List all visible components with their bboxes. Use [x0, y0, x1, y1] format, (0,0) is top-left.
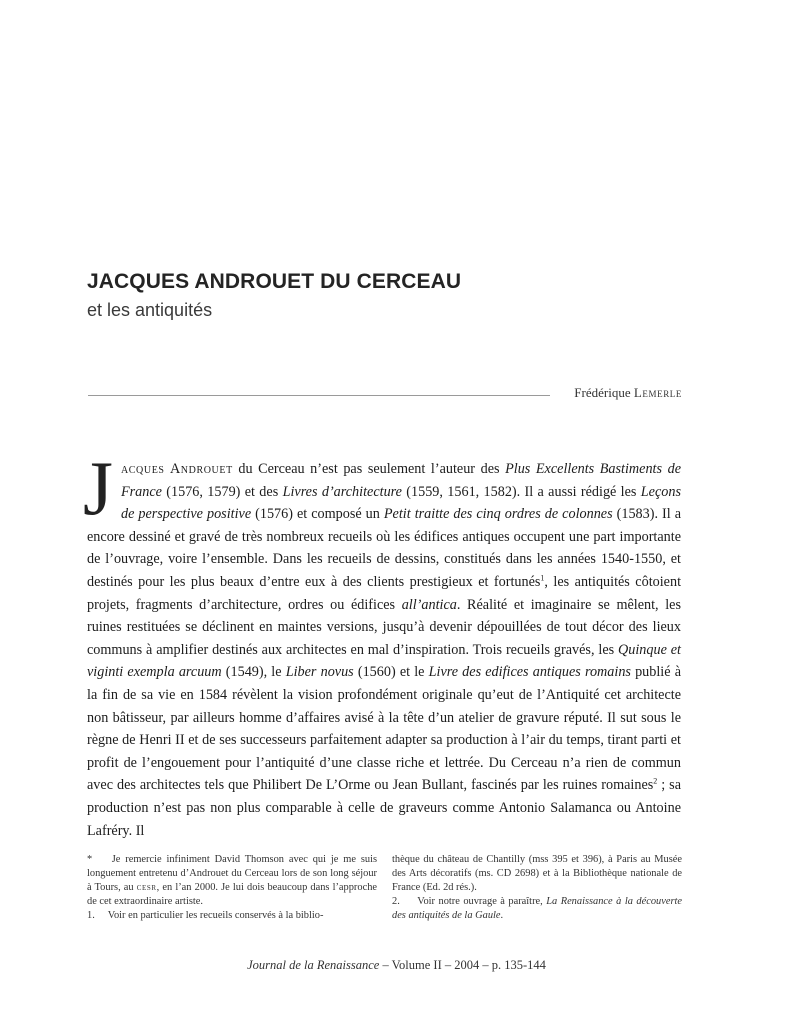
footnote-1 [87, 909, 377, 923]
footnote-ref-2[interactable]: 2 [653, 776, 658, 786]
body-text: ; sa production n’est pas non plus comparable à celle de graveurs comme Antonio Salamanca ou Antoine Lafréry. Il [87, 777, 681, 839]
author-name [574, 385, 682, 401]
work-title: Livre des edifices antiques romains [428, 664, 631, 681]
body-text: (1560) et le [353, 664, 429, 681]
footnote-star [87, 853, 377, 909]
footnote-text: . [500, 910, 504, 921]
footnote-2 [392, 895, 682, 923]
footnote-text: , en l’an 2000. Je lui dois beaucoup dans l’approche de cet extraordinaire artiste. [87, 882, 378, 907]
title-divider [88, 395, 550, 396]
body-text: publié à la fin de sa vie en 1584 révèlent la vision profondément originale qu’eut de l’Antiquité cet architecte non bâtisseur, par ailleurs homme d’affaires avisé à la tête d’un atelier de gravure réputé. Il sut sous le règne de Henri II et de ses successeurs parfaitement adapter sa production à l’air du temps, tirant parti et profit de l’engouement pour l’antiquité d’une classe riche et lettrée. Du Cerceau n’a rien de commun avec des architectes tels que Philibert De L’Orme ou Jean Bullant, fascinés par les ruines romaines [87, 664, 681, 794]
author-last-name: Lemerle [633, 385, 682, 400]
work-title: Liber novus [285, 664, 354, 681]
article-subtitle: et les antiquités [87, 300, 213, 320]
footnote-number: 1. [87, 910, 95, 921]
footnote-acronym: cesr [136, 882, 157, 893]
body-text: (1576) et composé un [251, 506, 384, 523]
journal-name: Journal de la Renaissance [247, 958, 380, 972]
work-title: Leçons de perspective positive [120, 483, 681, 523]
body-text: (1583). Il a encore dessiné et gravé de très nombreux recueils où les édifices antiques occupent une part importante de l’ouvrage, voire l’ensemble. Dans les recueils de dessins, constitués dans les années 1540-1550, et destinés pour les plus beaux d’entre eux à des clients prestigieux et fortunés [87, 506, 681, 590]
footnote-work-title: La Renaissance à la découverte des antiquités de la Gaule [392, 896, 683, 921]
footnote-text: Voir en particulier les recueils conservés à la biblio- [107, 910, 324, 921]
drop-cap: J [83, 445, 113, 531]
author-first-name: Frédérique [574, 385, 631, 400]
body-text: (1576, 1579) et des [161, 483, 283, 500]
body-text: . Réalité et imaginaire se mêlent, les ruines restituées se déclinent en maintes versions, jusqu’à devenir dépouillées de tout décor des lieux communs à amplifier destinés aux architectes en mal d’inspiration. Trois recueils gravés, les [87, 596, 681, 658]
footnote-ref-1[interactable]: 1 [540, 573, 545, 583]
footnote-1-continued: thèque du château de Chantilly (mss 395 et 396), à Paris au Musée des Arts décoratifs (ms. CD 2698) et à la Bibliothèque nationale de France (Ed. 2d rés.). [392, 854, 682, 893]
footnote-text: Je remercie infiniment David Thomson avec qui je me suis longuement entretenu d’Androuet du Cerceau lors de son long séjour à Tours, au [87, 854, 378, 893]
footnote-number: 2. [392, 896, 400, 907]
lead-in-smallcaps: acques Androuet [120, 461, 233, 477]
article-title: JACQUES ANDROUET DU CERCEAU [87, 270, 462, 293]
body-text: du Cerceau n’est pas seulement l’auteur des [232, 461, 506, 477]
body-text: (1559, 1561, 1582). Il a aussi rédigé les [401, 483, 641, 500]
page-footer [0, 958, 793, 973]
footnote-text: Voir notre ouvrage à paraître, [417, 896, 547, 907]
body-paragraph [83, 445, 682, 842]
work-title: Quinque et viginti exempla arcuum [87, 641, 681, 681]
italic-term: all’antica [401, 596, 457, 613]
footnote-star-mark: * [87, 854, 93, 865]
footnotes-right-column [392, 853, 682, 923]
journal-volume-pages: – Volume II – 2004 – p. 135-144 [379, 958, 546, 972]
article-body [83, 445, 682, 842]
work-title: Petit traitte des cinq ordres de colonnes [383, 506, 613, 523]
footnotes-left-column [87, 853, 377, 923]
work-title: Plus Excellents Bastiments de France [120, 461, 681, 500]
body-text: (1549), le [221, 664, 286, 681]
work-title: Livres d’architecture [282, 483, 402, 500]
body-text: , les antiquités côtoient projets, fragments d’architecture, ordres ou édifices [87, 573, 682, 613]
